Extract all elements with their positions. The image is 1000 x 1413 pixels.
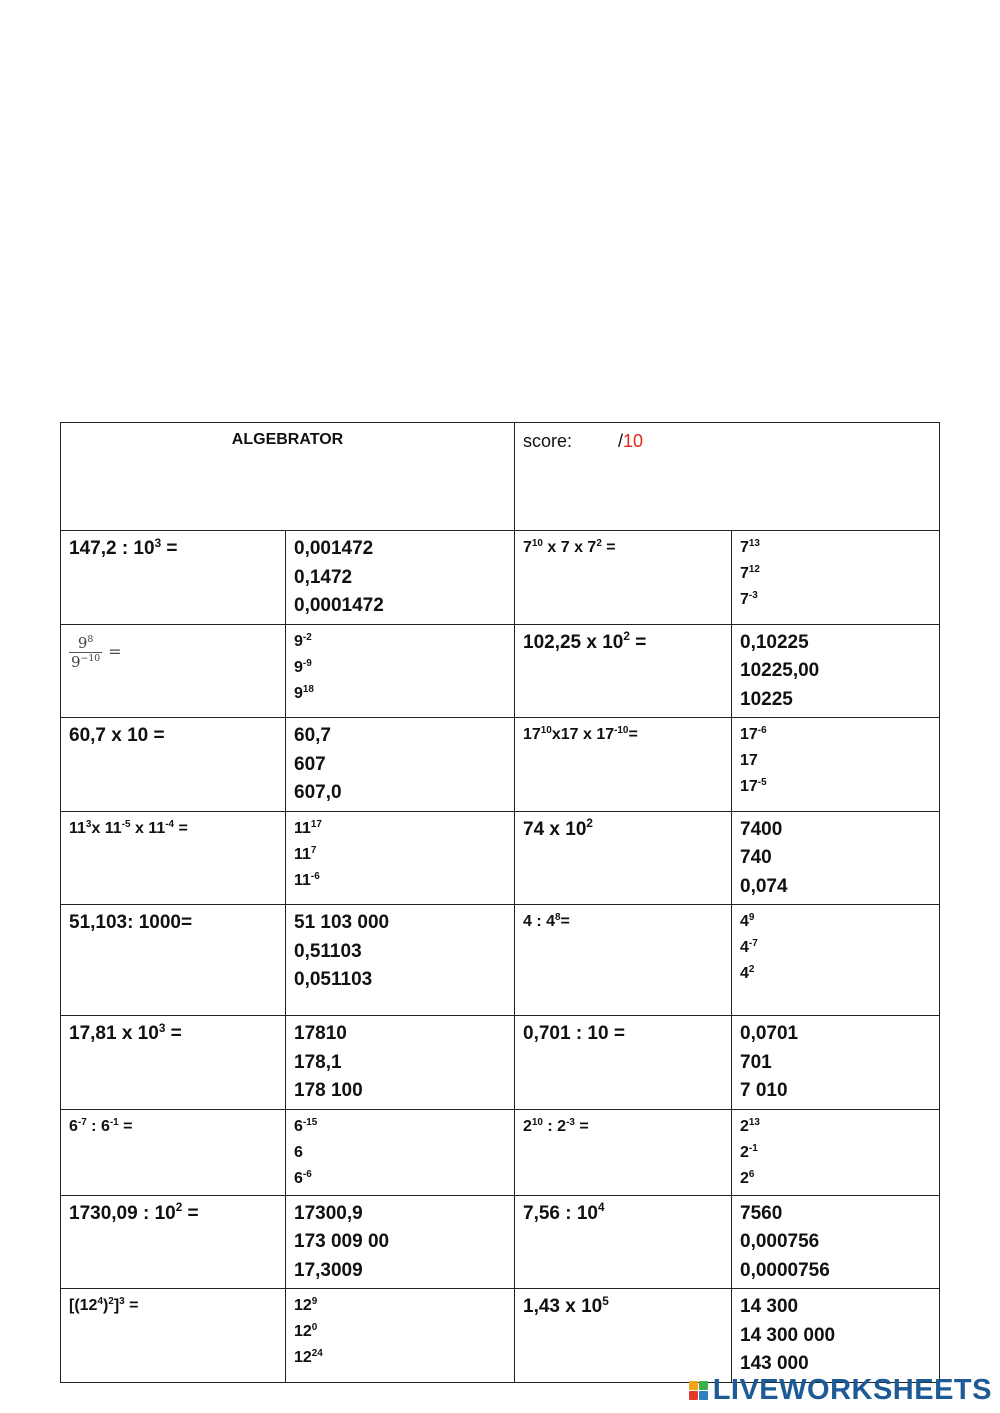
answer-option[interactable]: 0,0701 xyxy=(740,1023,799,1044)
exponent: −10 xyxy=(80,652,101,664)
answer-option[interactable]: 607 xyxy=(294,753,326,775)
options-cell xyxy=(286,811,515,905)
table-row xyxy=(61,811,940,905)
exponent: 2 xyxy=(586,817,593,831)
question-cell xyxy=(61,624,286,718)
header-row xyxy=(61,423,940,531)
question-cell: 60,7 x 10 = xyxy=(61,718,286,812)
options-cell xyxy=(286,624,515,718)
fraction xyxy=(69,634,122,671)
exponent: 10 xyxy=(531,1116,543,1128)
exponent: -5 xyxy=(757,777,767,789)
options-cell xyxy=(286,1016,515,1110)
answer-option[interactable]: 60,7 xyxy=(294,725,331,746)
exponent: 3 xyxy=(158,1021,166,1035)
answer-option[interactable]: 17300,9 xyxy=(294,1202,363,1224)
answer-option[interactable]: 0,0001472 xyxy=(294,595,384,616)
fraction-equals: = xyxy=(108,641,122,661)
exponent: 8 xyxy=(555,912,561,924)
answer-option[interactable]: 14 300 xyxy=(740,1296,799,1317)
answer-option[interactable]: $2^{-1}$ xyxy=(740,1142,758,1161)
answer-option[interactable]: 17,3009 xyxy=(294,1259,363,1281)
exponent: 4 xyxy=(97,1296,103,1308)
answer-option[interactable]: 7 010 xyxy=(740,1080,788,1101)
exponent: -7 xyxy=(748,938,758,950)
table-row xyxy=(61,905,940,1016)
exponent: 4 xyxy=(598,1201,605,1215)
table-row xyxy=(61,718,940,812)
table-row xyxy=(61,624,940,718)
answer-option[interactable]: $11^{-6}$ xyxy=(294,870,320,889)
answer-option[interactable]: $4^2$ xyxy=(740,964,755,982)
answer-option[interactable]: 0,0000756 xyxy=(740,1259,830,1281)
exponent: -6 xyxy=(310,870,320,882)
question-cell: 51,103: 1000= xyxy=(61,905,286,1016)
answer-option[interactable]: $9^{-2}$ xyxy=(294,631,312,650)
answer-option[interactable]: $9^{-9}$ xyxy=(294,657,312,676)
exponent: 18 xyxy=(302,683,314,695)
exponent: 24 xyxy=(311,1348,323,1360)
answer-option[interactable]: $12^{24}$ xyxy=(294,1348,323,1366)
exponent: 5 xyxy=(602,1294,609,1308)
exponent: 9 xyxy=(311,1296,318,1308)
table-row xyxy=(61,1289,940,1383)
liveworksheets-logo-icon xyxy=(689,1381,708,1400)
answer-option[interactable]: 10225 xyxy=(740,688,793,710)
exponent: 3 xyxy=(85,818,92,830)
exponent: -7 xyxy=(77,1116,87,1128)
options-cell xyxy=(286,1195,515,1289)
table-row xyxy=(61,1195,940,1289)
answer-option[interactable]: 607,0 xyxy=(294,782,342,803)
answer-option[interactable]: 7560 xyxy=(740,1202,783,1224)
options-cell xyxy=(732,1109,940,1195)
answer-option[interactable]: $7^{-3}$ xyxy=(740,590,758,608)
table-row xyxy=(61,1109,940,1195)
exponent: 2 xyxy=(108,1296,114,1308)
options-cell xyxy=(286,718,515,812)
options-cell xyxy=(286,531,515,625)
answer-option[interactable]: $7^{13}$ xyxy=(740,538,760,556)
question-cell: 0,701 : 10 = xyxy=(515,1016,732,1110)
answer-option[interactable]: $17^{-5}$ xyxy=(740,777,767,795)
exponent: -10 xyxy=(614,725,629,737)
options-cell xyxy=(286,905,515,1016)
exponent: -15 xyxy=(302,1116,318,1128)
exponent: 2 xyxy=(596,538,602,550)
worksheet-title: ALGEBRATOR xyxy=(61,423,515,531)
options-cell xyxy=(732,1016,940,1110)
exponent: 7 xyxy=(310,844,317,856)
answer-option[interactable]: 701 xyxy=(740,1051,772,1073)
exponent: -1 xyxy=(748,1142,758,1154)
table-row xyxy=(61,1016,940,1110)
answer-option[interactable]: $6^{-15}$ xyxy=(294,1116,318,1135)
answer-option[interactable]: 740 xyxy=(740,847,772,868)
question-cell: 1730,09 : $10^2$ = xyxy=(61,1195,286,1289)
answer-option[interactable]: 17 xyxy=(740,752,758,769)
exponent: -1 xyxy=(109,1116,119,1128)
exponent: -6 xyxy=(757,725,767,737)
exponent: -6 xyxy=(302,1168,312,1180)
answer-option[interactable]: 0,000756 xyxy=(740,1231,820,1252)
answer-option[interactable]: 6 xyxy=(294,1143,303,1161)
answer-option[interactable]: 51 103 000 xyxy=(294,912,390,933)
question-cell: 102,25 x $10^2$ = xyxy=(515,624,732,718)
exponent: 0 xyxy=(311,1322,318,1334)
exponent: 13 xyxy=(748,1116,760,1128)
question-cell: 17,81 x $10^3$ = xyxy=(61,1016,286,1110)
options-cell xyxy=(732,1195,940,1289)
options-cell xyxy=(732,1289,940,1383)
exponent: 12 xyxy=(748,564,760,576)
exponent: 6 xyxy=(748,1168,755,1180)
score-cell xyxy=(515,423,940,531)
liveworksheets-logo[interactable] xyxy=(689,1374,992,1407)
answer-option[interactable]: 0,1472 xyxy=(294,566,353,588)
exponent: -2 xyxy=(302,631,312,643)
answer-option[interactable]: 0,001472 xyxy=(294,538,374,559)
question-cell: 147,2 : $10^3$ = xyxy=(61,531,286,625)
answer-option[interactable]: $12^9$ xyxy=(294,1296,318,1314)
answer-option[interactable]: $17^{-6}$ xyxy=(740,725,767,743)
exponent: 10 xyxy=(531,538,543,550)
options-cell xyxy=(732,531,940,625)
question-cell: 7,56 : $10^4$ xyxy=(515,1195,732,1289)
exponent: 10 xyxy=(540,725,552,737)
exponent: -3 xyxy=(748,590,758,602)
answer-option[interactable]: $6^{-6}$ xyxy=(294,1168,312,1187)
table-row xyxy=(61,531,940,625)
options-cell xyxy=(286,1289,515,1383)
exponent: 2 xyxy=(623,630,630,644)
answer-option[interactable]: $2^6$ xyxy=(740,1168,755,1187)
score-slash: / xyxy=(618,431,624,451)
exponent: 2 xyxy=(175,1201,183,1215)
answer-option[interactable]: 17810 xyxy=(294,1023,347,1044)
question-cell: $6^{-7}$ : $6^{-1}$ = xyxy=(61,1109,286,1195)
exponent: 3 xyxy=(154,536,162,550)
answer-option[interactable]: $2^{13}$ xyxy=(740,1116,760,1135)
options-cell xyxy=(732,811,940,905)
answer-option[interactable]: $7^{12}$ xyxy=(740,564,760,582)
question-cell: $11^3x$ $11^{-5}$ x $11^{-4}$ = xyxy=(61,811,286,905)
question-cell: 1,43 x $10^5$ xyxy=(515,1289,732,1383)
answer-option[interactable]: 143 000 xyxy=(740,1353,809,1374)
answer-option[interactable]: 173 009 00 xyxy=(294,1231,390,1252)
answer-option[interactable]: 14 300 000 xyxy=(740,1324,836,1346)
exponent: 8 xyxy=(87,633,94,645)
logo-text: LIVEWORKSHEETS xyxy=(712,1374,992,1406)
exponent: 2 xyxy=(748,964,755,976)
options-cell xyxy=(732,718,940,812)
options-cell xyxy=(732,624,940,718)
fraction-denominator: $9^{-10}$ xyxy=(71,652,101,671)
exponent: -9 xyxy=(302,657,312,669)
question-cell: 74 x $10^2$ xyxy=(515,811,732,905)
question-cell: 4 : $4^8=$ xyxy=(515,905,732,1016)
exponent: -4 xyxy=(165,818,175,830)
score-label: score: xyxy=(523,431,573,451)
answer-option[interactable]: $12^0$ xyxy=(294,1322,318,1340)
exponent: 3 xyxy=(119,1296,125,1308)
score-max: 10 xyxy=(623,431,644,451)
exponent: 9 xyxy=(748,912,755,924)
answer-option[interactable]: 0,51103 xyxy=(294,940,362,962)
options-cell xyxy=(286,1109,515,1195)
answer-option[interactable]: 10225,00 xyxy=(740,660,820,681)
answer-option[interactable]: $11^{17}$ xyxy=(294,818,322,837)
question-cell: $[(12^4)^2]^3$ = xyxy=(61,1289,286,1383)
answer-option[interactable]: $11^7$ xyxy=(294,844,317,863)
answer-option[interactable]: 178,1 xyxy=(294,1051,342,1073)
answer-option[interactable]: $9^{18}$ xyxy=(294,683,314,702)
fraction-numerator: $9^8$ xyxy=(77,633,94,652)
answer-option[interactable]: 178 100 xyxy=(294,1080,363,1101)
question-cell: $7^{10}$ x 7 x $7^2$ = xyxy=(515,531,732,625)
answer-option[interactable]: 0,10225 xyxy=(740,631,809,653)
exponent: 17 xyxy=(310,818,322,830)
answer-option[interactable]: 0,074 xyxy=(740,875,788,897)
answer-option[interactable]: $4^{-7}$ xyxy=(740,938,758,956)
answer-option[interactable]: $4^9$ xyxy=(740,912,755,930)
exponent: -5 xyxy=(121,818,131,830)
answer-option[interactable]: 0,051103 xyxy=(294,969,373,990)
options-cell xyxy=(732,905,940,1016)
exponent: 13 xyxy=(748,538,760,550)
question-cell: $17^{10}x17$ x $17^{-10}=$ xyxy=(515,718,732,812)
exponent: -3 xyxy=(566,1116,575,1128)
worksheet-table xyxy=(60,422,940,1383)
question-cell: $2^{10}$ : $2^{-3}$ = xyxy=(515,1109,732,1195)
answer-option[interactable]: 7400 xyxy=(740,818,783,840)
